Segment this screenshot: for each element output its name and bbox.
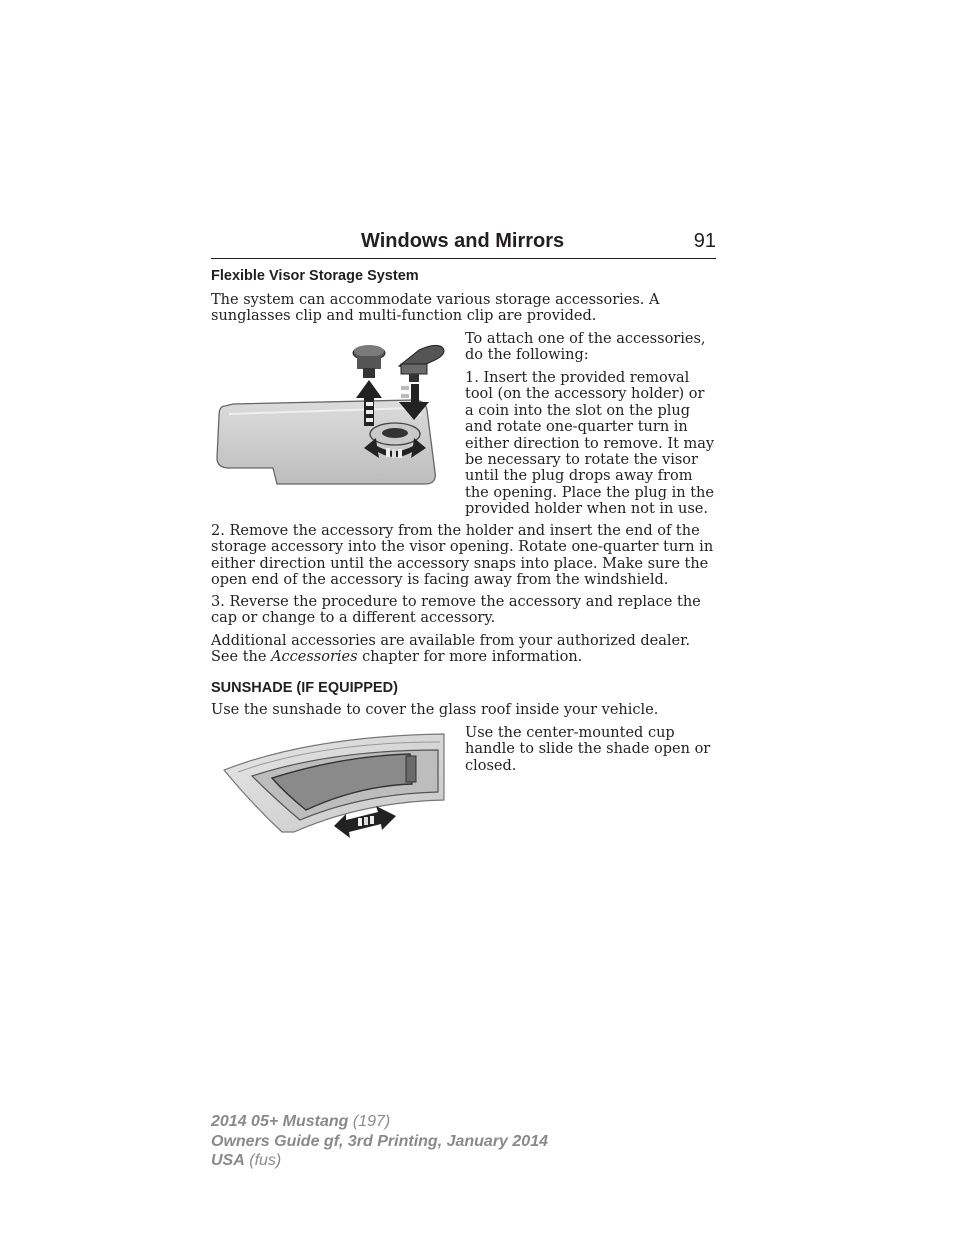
step-3-paragraph: 3. Reverse the procedure to remove the accessory and replace the cap or change to a different accessory. [211,594,701,627]
footer-guide: Owners Guide gf, 3rd Printing, January 2014 [211,1132,548,1150]
page-number: 91 [693,230,716,252]
visor-intro-paragraph: The system can accommodate various storage accessories. A sunglasses clip and multi-function clip are provided. [211,292,660,325]
plug-cap-icon [353,345,385,378]
additional-text: Additional accessories are available from your authorized dealer. See the [211,633,691,666]
page-header [211,228,716,259]
section-heading-visor-storage: Flexible Visor Storage System [211,268,419,284]
cup-handle [406,756,416,782]
footer-model: 2014 05+ Mustang [211,1113,349,1130]
sunshade-illustration [222,732,446,840]
sunshade-intro-paragraph: Use the sunshade to cover the glass roof inside your vehicle. [211,702,659,718]
footer-market: USA [211,1152,245,1169]
attach-instruction: To attach one of the accessories, do the following: [465,331,706,364]
page-footer [211,1112,548,1171]
additional-text-end: chapter for more information. [357,649,583,666]
footer-guide-line [211,1132,548,1152]
cup-handle-paragraph: Use the center-mounted cup handle to slide the shade open or closed. [465,725,711,774]
additional-accessories-paragraph [211,633,717,666]
step-2-paragraph: 2. Remove the accessory from the holder and insert the end of the storage accessory into the visor opening. Rotate one-quarter turn in either direction until the accessory snaps into place. Make sure the open end of the accessory is facing away from the windshield. [211,523,714,589]
step-1-paragraph: 1. Insert the provided removal tool (on the accessory holder) or a coin into the slot on the plug and rotate one-quarter turn in either direction to remove. It may be necessary to rotate the visor until the plug drops away from the opening. Place the plug in the provided holder when not in use. [465,370,715,518]
footer-market-line [211,1151,548,1171]
section-heading-sunshade: SUNSHADE (IF EQUIPPED) [211,680,398,696]
visor-storage-illustration [211,334,451,494]
accessories-chapter-link[interactable]: Accessories [271,649,358,666]
footer-model-code: (197) [352,1113,391,1130]
accessory-clip-icon [399,345,444,382]
chapter-title: Windows and Mirrors [361,230,565,252]
footer-market-code: (fus) [249,1152,282,1169]
footer-model-line [211,1112,548,1132]
